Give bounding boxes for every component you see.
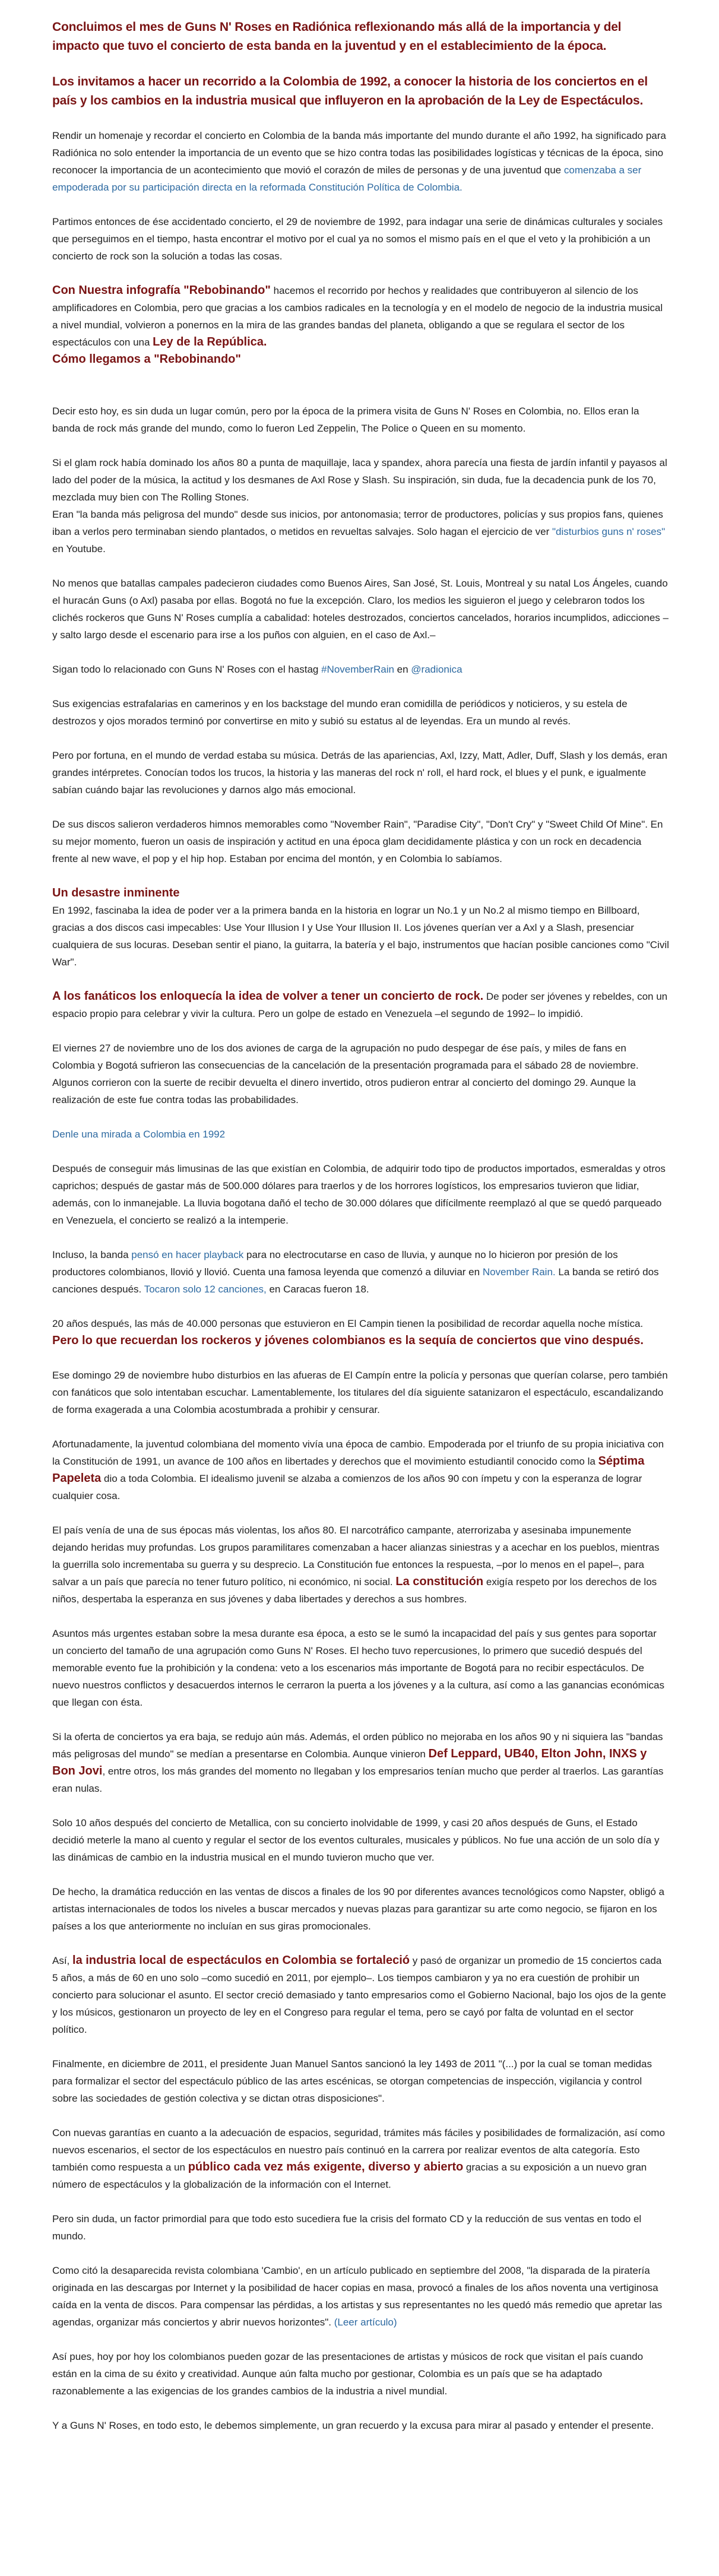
audience-highlight: público cada vez más exigente, diverso y abierto — [188, 2160, 464, 2173]
paragraph: Finalmente, en diciembre de 2011, el presidente Juan Manuel Santos sancionó la ley 1493 de 2011 "(...) por la cual se toman medidas para formalizar el sector del espectáculo público de las artes escénicas, se otorgan competencias de inspección, vigilancia y control sobre las sociedades de gestión colectiva y se dictan otras disposiciones". — [52, 2058, 652, 2104]
intro-lead: Concluimos el mes de Guns N' Roses en Radiónica reflexionando más allá de la importancia y del impacto que tuvo el concierto de esta banda en la juventud y en el establecimiento de la época. — [52, 20, 622, 53]
paragraph: El viernes 27 de noviembre uno de los dos aviones de carga de la agrupación no pudo despegar de ése país, y miles de fans en Colombia y Bogotá sufrieron las consecuencias de la cancelación de la presentación programada para el sábado 28 de noviembre. Algunos corrieron con la suerte de recibir devuelta el dinero invertido, otros pudieron entrar al concierto del domingo 29. Aunque la realización de este fue contra todas las probabilidades. — [52, 1043, 639, 1105]
paragraph: Después de conseguir más limusinas de las que existían en Colombia, de adquirir todo tipo de productos importados, esmeraldas y otros caprichos; después de gastar más de 500.000 dólares para traerlos y de los horrores logísticos, los empresarios tuvieron que lidiar, además, con lo inmanejable. La lluvia bogotana dañó el techo de 30.000 dólares que difícilmente reemplazó al que se quedó parqueado en Venezuela, el concierto se realizó a la intemperie. — [52, 1163, 666, 1226]
twitter-handle-link[interactable]: @radionica — [411, 664, 463, 675]
bands-highlight: Def Leppard, UB40, Elton John, INXS y Bon Jovi — [52, 1747, 647, 1777]
paragraph: Partimos entonces de ése accidentado concierto, el 29 de noviembre de 1992, para indagar una serie de dinámicas culturales y sociales que perseguimos en el tiempo, hasta encontrar el motivo por el cual ya no somos el mismo país en el que el veto y la prohibición a un concierto de rock son la solución a todas las cosas. — [52, 216, 663, 262]
intro-invitation: Los invitamos a hacer un recorrido a la Colombia de 1992, a conocer la historia de los conciertos en el país y los cambios en la industria musical que influyeron en la aprobación de la Ley de Espectáculos. — [52, 75, 648, 107]
section-heading: Un desastre inminente — [52, 886, 180, 899]
paragraph: Pero sin duda, un factor primordial para que todo esto sucediera fue la crisis del formato CD y la reducción de sus ventas en todo el mundo. — [52, 2213, 642, 2242]
infographic-paragraph: Con Nuestra infografía "Rebobinando" hacemos el recorrido por hechos y realidades que contribuyeron al silencio de los amplificadores en Colombia, pero que gracias a los cambios radicales en la tecnología y en el modelo de negocio de la industria musical a nivel mundial, volvieron a ponernos en la mira de las grandes bandas del planeta, obligando a que se regulara el sector de los espectáculos con una Ley de la República. Cómo llegamos a "Rebobinando" — [52, 282, 670, 368]
law-highlight: Ley de la República. — [153, 335, 267, 348]
paragraph: Incluso, la banda pensó en hacer playback para no electrocutarse en caso de lluvia, y aunque no lo hicieron por presión de los productores colombianos, llovió y llovió. Cuenta una famosa leyenda que comenzó a diluviar en November Rain. La banda se retiró dos canciones después. Tocaron solo 12 canciones, en Caracas fueron 18. — [52, 1249, 659, 1295]
paragraph: Con nuevas garantías en cuanto a la adecuación de espacios, seguridad, trámites más fáciles y posibilidades de formalización, así como nuevos escenarios, el sector de los espectáculos en nuestro país continuó en la carrera por realizar eventos de alta categoría. Esto también como respuesta a un público cada vez más exigente, diverso y abierto gracias a su exposición a un nuevo gran número de espectáculos y la globalización de la información con el Internet. — [52, 2127, 665, 2190]
paragraph: Sus exigencias estrafalarias en camerinos y en los backstage del mundo eran comidilla de periódicos y noticieros, y su estela de destrozos y ojos morados terminó por convertirse en mito y subió su estatus al de leyendas. Era un mundo al revés. — [52, 698, 628, 727]
industry-highlight: la industria local de espectáculos en Colombia se fortaleció — [72, 1954, 410, 1967]
paragraph: El país venía de una de sus épocas más violentas, los años 80. El narcotráfico campante, aterrorizaba y asesinaba impunemente dejando heridas muy profundas. Los grupos paramilitares comenzaban a hacer alianzas siniestras y a acechar en los pueblos, mientras la guerrilla solo incrementaba su guerra y su desprecio. La Constitución fue entonces la respuesta, –por lo menos en el papel–, para salvar a un país que parecía no tener futuro político, ni económico, ni social. La constitución exigía respeto por los derechos de los niños, despertaba la esperanza en sus jóvenes y daba libertades y derechos a sus hombres. — [52, 1525, 660, 1605]
paragraph: Decir esto hoy, es sin duda un lugar común, pero por la época de la primera visita de Guns N' Roses en Colombia, no. Ellos eran la banda de rock más grande del mundo, como lo fueron Led Zeppelin, The Police o Queen en su momento. — [52, 405, 639, 434]
read-article-link[interactable]: (Leer artículo) — [334, 2317, 397, 2328]
youtube-riots-link[interactable]: "disturbios guns n' roses" — [552, 526, 666, 537]
paragraph: En 1992, fascinaba la idea de poder ver a la primera banda en la historia en lograr un No.1 y un No.2 al mismo tiempo en Billboard, gracias a dos discos casi impecables: Use Your Illusion I y Use Your Illusion II. Los jóvenes querían ver a Axl y a Slash, presenciar cualquiera de sus locuras. Deseban sentir el piano, la guitarra, la batería y el bajo, instrumentos que hacían posible canciones como "Civil War". — [52, 905, 669, 968]
closing-paragraph: Y a Guns N' Roses, en todo esto, le debemos simplemente, un gran recuerdo y la excusa para mirar al pasado y entender el presente. — [52, 2420, 654, 2431]
paragraph: Si la oferta de conciertos ya era baja, se redujo aún más. Además, el orden público no mejoraba en los años 90 y ni siquiera las "bandas más peligrosas del mundo" se medían a presentarse en Colombia. Aunque vinieron Def Leppard, UB40, Elton John, INXS y Bon Jovi, entre otros, los más grandes del momento no llegaban y los empresarios tenían mucho que perder al traerlos. Las garantías eran nulas. — [52, 1731, 664, 1794]
colombia-1992-link[interactable]: Denle una mirada a Colombia en 1992 — [52, 1129, 226, 1140]
septima-papeleta-highlight: Séptima Papeleta — [52, 1455, 645, 1485]
paragraph: Solo 10 años después del concierto de Metallica, con su concierto inolvidable de 1999, y casi 20 años después de Guns, el Estado decidió meterle la mano al cuento y regular el sector de los eventos culturales, musicales y públicos. No fue una acción de un solo día y las dinámicas de cambio en la industria musical en el mundo tuvieron mucho que ver. — [52, 1817, 660, 1863]
hashtag-paragraph: Sigan todo lo relacionado con Guns N' Roses con el hastag #NovemberRain en @radionica — [52, 664, 463, 675]
paragraph: Como citó la desaparecida revista colombiana 'Cambio', en un artículo publicado en septiembre del 2008, "la disparada de la piratería originada en las descargas por Internet y la posibilidad de hacer copias en masa, provocó a finales de los años noventa una vertiginosa caída en la venta de discos. Para compensar las pérdidas, a los artistas y sus representantes no les quedó más remedio que apretar las agendas, organizar más conciertos y abrir nuevos horizontes". (Leer artículo) — [52, 2265, 663, 2328]
infographic-highlight: Con Nuestra infografía "Rebobinando" — [52, 284, 271, 297]
november-rain-link[interactable]: November Rain. — [482, 1266, 556, 1278]
paragraph: A los fanáticos los enloquecía la idea de volver a tener un concierto de rock. De poder ser jóvenes y rebeldes, con un espacio propio para celebrar y vivir la cultura. Pero un golpe de estado en Venezuela –el segundo de 1992– lo impidió. — [52, 990, 668, 1019]
paragraph: Afortunadamente, la juventud colombiana del momento vivía una época de cambio. Empoderada por el triunfo de su propia iniciativa con la Constitución de 1991, un avance de 100 años en libertades y derechos que el movimiento estudiantil conocido como la Séptima Papeleta dio a toda Colombia. El idealismo juvenil se alzaba a comienzos de los años 90 con ímpetu y con la esperanza de lograr cualquier cosa. — [52, 1438, 664, 1501]
paragraph: 20 años después, las más de 40.000 personas que estuvieron en El Campin tienen la posibilidad de recordar aquella noche mística. Pero lo que recuerdan los rockeros y jóvenes colombianos es la sequía de conciertos que vino después. — [52, 1318, 644, 1347]
paragraph: De sus discos salieron verdaderos himnos memorables como "November Rain", "Paradise City", "Don't Cry" y "Sweet Child Of Mine". En su mejor momento, fueron un oasis de inspiración y actitud en una época glam decididamente plástica y con un rock en decadencia frente al new wave, el pop y el hip hop. Estaban por encima del montón, y en Colombia lo sabíamos. — [52, 819, 663, 864]
paragraph: Ese domingo 29 de noviembre hubo disturbios en las afueras de El Campín entre la policía y personas que querían colarse, pero también con fanáticos que solo intentaban escuchar. Lamentablemente, los titulares del día siguiente satanizaron el espectáculo, escandalizando de forma exagerada a una Colombia acostumbrada a prohibir y censurar. — [52, 1370, 668, 1415]
setlist-link[interactable]: Tocaron solo 12 canciones, — [144, 1284, 267, 1295]
paragraph: Asuntos más urgentes estaban sobre la mesa durante esa época, a esto se le sumó la incapacidad del país y sus gentes para soportar un concierto del tamaño de una agrupación como Guns N' Roses. El hecho tuvo repercusiones, lo primero que sucedió después del memorable evento fue la prohibición y la condena: veto a los escenarios más importante de Bogotá para no recibir espectáculos. De nuevo nuestros conflictos y desacuerdos internos le cerraron la puerta a los jóvenes y a la cultura, así como a las ganancias económicas que llegan con ésta. — [52, 1628, 664, 1708]
paragraph: Así pues, hoy por hoy los colombianos pueden gozar de las presentaciones de artistas y músicos de rock que visitan el país cuando están en la cima de su éxito y creatividad. Aunque aún falta mucho por gestionar, Colombia es un país que se ha adaptado razonablemente a las exigencias de los grandes cambios de la industria a nivel mundial. — [52, 2351, 644, 2397]
playback-link[interactable]: pensó en hacer playback — [131, 1249, 244, 1260]
paragraph: Pero por fortuna, en el mundo de verdad estaba su música. Detrás de las apariencias, Axl, Izzy, Matt, Adler, Duff, Slash y los demás, eran grandes intérpretes. Conocían todos los trucos, la historia y las maneras del rock n' roll, el hard rock, el blues y el punk, e igualmente sabían cuándo bajar las revoluciones y darnos algo más emocional. — [52, 750, 667, 796]
section-subheading: Cómo llegamos a "Rebobinando" — [52, 353, 241, 366]
constitution-highlight: La constitución — [395, 1575, 484, 1588]
fans-highlight: A los fanáticos los enloquecía la idea de volver a tener un concierto de rock. — [52, 990, 484, 1003]
paragraph: No menos que batallas campales padecieron ciudades como Buenos Aires, San José, St. Louis, Montreal y su natal Los Ángeles, cuando el huracán Guns (o Axl) pasaba por ellas. Bogotá no fue la excepción. Claro, los medios les siguieron el juego y celebraron todos los clichés rockeros que Guns N' Roses cumplía a cabalidad: hoteles destrozados, conciertos cancelados, horarios incumplidos, adicciones –y salto largo desde el escenario para irse a los puños con alguien, en el caso de Axl.– — [52, 578, 669, 641]
paragraph: Así, la industria local de espectáculos en Colombia se fortaleció y pasó de organizar un promedio de 15 conciertos cada 5 años, a más de 60 en uno solo –como sucedió en 2011, por ejemplo–. Los tiempos cambiaron y ya no era cuestión de prohibir un concierto para solucionar el asunto. El sector creció demasiado y tanto empresarios como el Gobierno Nacional, bajo los ojos de la gente y los músicos, gestionaron un proyecto de ley en el Congreso para regular el tema, pero se cayó por falta de voluntad en el sector político. — [52, 1954, 666, 2035]
drought-highlight: Pero lo que recuerdan los rockeros y jóvenes colombianos es la sequía de conciertos que vino después. — [52, 1334, 644, 1347]
hashtag-link[interactable]: #NovemberRain — [321, 664, 394, 675]
constitution-link[interactable]: comenzaba a ser empoderada por su participación directa en la reformada Constitución Política de Colombia. — [52, 164, 642, 193]
paragraph: Rendir un homenaje y recordar el concierto en Colombia de la banda más importante del mundo durante el año 1992, ha significado para Radiónica no solo entender la importancia de un evento que se hizo contra todas las posibilidades logísticas y técnicas de la época, sino reconocer la importancia de un acontecimiento que movió el corazón de miles de personas y de una juventud que comenzaba a ser empoderada por su participación directa en la reformada Constitución Política de Colombia. — [52, 130, 666, 193]
paragraph: De hecho, la dramática reducción en las ventas de discos a finales de los 90 por diferentes avances tecnológicos como Napster, obligó a artistas internacionales de todos los niveles a buscar mercados y nuevas plazas para garantizar su arte como negocio, se fijaron en los países a los que anteriormente no incluían en sus giras promocionales. — [52, 1886, 664, 1932]
paragraph: Si el glam rock había dominado los años 80 a punta de maquillaje, laca y spandex, ahora parecía una fiesta de jardín infantil y payasos al lado del poder de la música, la actitud y los desmanes de Axl Rose y Slash. Su inspiración, sin duda, fue la decadencia punk de los 70, mezclada muy bien con The Rolling Stones. Eran "la banda más peligrosa del mundo" desde sus inicios, por antonomasia; terror de productores, policías y sus propios fans, quienes iban a verlos pero terminaban siendo plantados, o metidos en revueltas salvajes. Solo hagan el ejercicio de ver "disturbios guns n' roses" en Youtube. — [52, 457, 667, 555]
